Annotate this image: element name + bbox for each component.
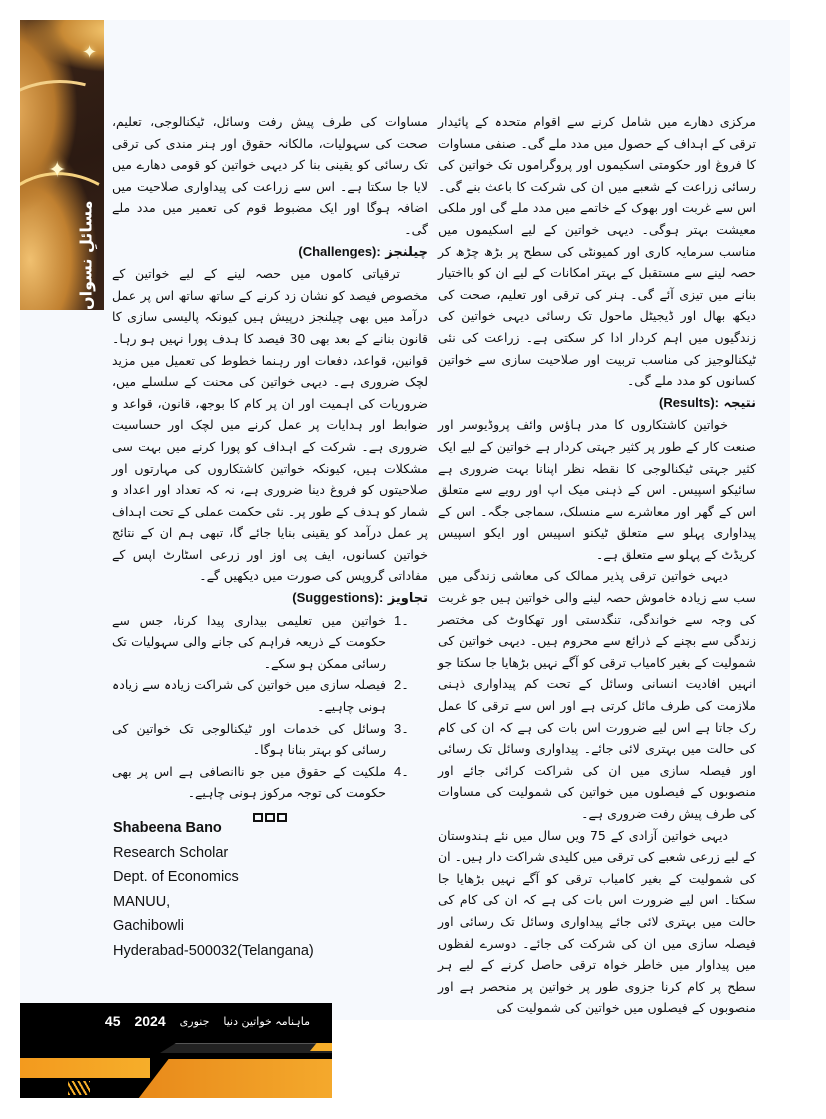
list-number: 2۔ [394, 677, 409, 693]
author-city: Hyderabad-500032(Telangana) [113, 942, 314, 959]
footer-line [160, 1043, 332, 1053]
challenges-heading-english: (Challenges): [298, 243, 381, 259]
results-heading-urdu: نتیجہ [723, 395, 756, 411]
paragraph: ترقیاتی کاموں میں حصہ لینے کے لیے خواتین کے مخصوص فیصد کو نشان زد کرنے کے ساتھ ساتھ اس پر عمل درآمد میں بھی چیلنجز درپیش ہیں کیونکہ پالیسی سازی کا قانون بنانے کے بعد بھی 30 فیصد کا ہدف پورا نہیں ہو رہا۔ قوانین، قواعد، دفعات اور رہنما خطوط کی تعمیل میں مزید لچک ضروری ہے۔ دیہی خواتین کی محنت کے سلسلے میں، ضروریات کی اہمیت اور ان پر کام کا بوجھ، قانون، قواعد و ضوابط اور ہدایات پر عمل کرنے میں لچک اور حساسیت ضروری ہے۔ شرکت کے اہداف کو پورا کرنے میں بہت سی مشکلات ہیں، کیونکہ خواتین کاشتکاروں کی مہارتوں اور صلاحیتوں کو فروغ دینا ضروری ہے، نہ کہ تعداد اور اعداد و شمار کو ہدف کے طور پر۔ نئی حکمت عملی کے تحت اہداف پر عمل درآمد کو یقینی بنایا جائے گا، تبھی ہم ان کے نتائج خواتین کسانوں، ایف پی اوز اور زرعی اسٹارٹ اپس کے مفاداتی گروپس کی صورت میں دیکھیں گے۔ [112, 266, 428, 584]
list-text: ملکیت کے حقوق میں جو ناانصافی ہے اس پر بھی حکومت کی توجہ مرکوز ہونی چاہیے۔ [112, 763, 386, 801]
list-item [112, 718, 428, 761]
sparkle-icon: ✦ [82, 42, 98, 63]
suggestions-heading-urdu: تجاویز [387, 591, 428, 607]
footer-hatch [68, 1081, 90, 1095]
suggestions-heading-english: (Suggestions): [292, 590, 384, 606]
list-text: خواتین میں تعلیمی بیداری پیدا کرنا، جس سے حکومت کے ذریعہ فراہم کی جانے والی سہولیات تک رسائی ممکن ہو سکے۔ [112, 612, 386, 671]
list-item [112, 761, 428, 804]
list-text: فیصلہ سازی میں خواتین کی شراکت زیادہ سے زیادہ ہونی چاہیے۔ [111, 677, 386, 715]
issue-year: 2024 [134, 1013, 166, 1029]
list-item [112, 674, 428, 717]
paragraph: دیہی خواتین ترقی پذیر ممالک کی معاشی زندگی میں سب سے زیادہ خاموش حصہ لینے والی خواتین ہیں جو غربت کی وجہ سے خواندگی، تنگدستی اور تھکاوٹ کی مختصر زندگی سے بچنے کے ذرائع سے محروم ہیں۔ دیہی خواتین کی شمولیت کے بغیر کامیاب ترقی کو آگے نہیں بڑھایا جا سکتا جو انہیں افادیت انسانی وسائل کے تحت کم پیداواری ذہنی ملازمت کی طرف مائل کرتی ہے اور اس سے ترقی کا عمل رک جاتا ہے اس لیے ضرورت اس بات کی ہے کہ ان کی کام کی حالت میں بہتری لائی جائے۔ پیداواری وسائل تک رسائی اور فیصلہ سازی میں ان کی شراکت کرائی جائے اور منصوبوں کے فیصلوں میں خواتین کی شمولیت کی مساوات کی طرف پیش رفت ضروری ہے۔ [438, 568, 756, 821]
suggestions-heading [112, 587, 428, 610]
author-name: Shabeena Bano [113, 820, 222, 836]
author-institution: MANUU, [113, 893, 171, 910]
page-number: 45 [104, 1013, 121, 1029]
sparkle-icon: ✦ [48, 158, 67, 183]
challenges-heading-urdu: چیلنجز [385, 244, 428, 260]
list-number: 3۔ [394, 720, 409, 736]
paragraph: خواتین کاشتکاروں کا مدر ہاؤس وائف پروڈیوسر اور صنعت کار کے طور پر کثیر جہتی کردار ہے خواتین کے لیے ایک کثیر جہتی ٹیکنالوجی کا نقطہ نظر اپنانا بہت ضروری ہے سائیکو اسپیس۔ اس کے ذہنی میک اپ اور رویے سے متعلق اس کے گھر اور معاشرے سے منسلک، سماجی جگہ۔ اس کے پیداواری پہلو سے متعلق ٹیکنو اسپیس اور ایکو اسپیس کریڈٹ کے پہلو سے متعلق ہے۔ [438, 417, 756, 562]
suggestions-list [112, 610, 428, 804]
section-title: مسائلِ نسواں [76, 200, 96, 310]
results-heading-english: (Results): [659, 394, 719, 410]
list-number: 4۔ [394, 763, 409, 779]
article-column-right [438, 111, 756, 1019]
author-area: Gachibowli [113, 918, 184, 934]
footer-text [105, 1013, 310, 1029]
results-heading [438, 392, 756, 415]
author-title: Research Scholar [113, 844, 229, 861]
paragraph: مساوات کی طرف پیش رفت وسائل، ٹیکنالوجی، تعلیم، صحت کی سہولیات، مالکانہ حقوق اور ہنر مندی کی ترقی تک رسائی کو یقینی بنا کر دیہی خواتین کو قومی دھارے میں لایا جا سکتا ہے۔ اس سے زراعت کی پیداواری صلاحیت میں اضافہ ہوگا اور ایک مضبوط قوم کی تعمیر میں مدد ملے گی۔ [112, 114, 428, 237]
footer-band [135, 1048, 332, 1098]
list-item [112, 610, 428, 675]
section-banner [20, 20, 104, 310]
author-block [113, 816, 413, 963]
list-number: 1۔ [394, 612, 409, 628]
paragraph: دیہی خواتین آزادی کے 75 ویں سال میں نئے ہندوستان کے لیے زرعی شعبے کی ترقی میں کلیدی شراکت دار ہیں۔ ان کی شمولیت کے بغیر کامیاب ترقی کو آگے نہیں بڑھایا جا سکتا۔ اس لیے ضرورت اس بات کی ہے کہ ان کی کام کی حالت میں بہتری لائی جائے پیداواری وسائل تک رسائی اور فیصلہ سازی میں ان کی شرکت کی جائے۔ دوسرے لفظوں میں پیداوار میں خاطر خواہ ترقی حاصل کرنے کے لیے ہر سطح پر کام کرنا جزوی طور پر خواتین پر منحصر ہے اور منصوبوں کے فیصلوں میں خواتین کی شمولیت کی [438, 827, 756, 1016]
issue-month: جنوری [179, 1014, 210, 1028]
paragraph: مرکزی دھارے میں شامل کرنے سے اقوام متحدہ کے پائیدار ترقی کے اہداف کے حصول میں مدد ملے گی۔ صنفی مساوات کا فروغ اور حکومتی اسکیموں اور پروگراموں تک خواتین کی رسائی زراعت کے شعبے میں ان کی شرکت کا باعث بنے گی۔ اس سے غربت اور بھوک کے خاتمے میں مدد ملے گی اور ملکی معیشت بہتر ہوگی۔ دیہی خواتین کے لیے اسکیموں میں مناسب سرمایہ کاری اور کمیونٹی کی سطح پر بڑھ چڑھ کر حصہ لینے سے مستقبل کے بہتر امکانات کے لیے ان کو بااختیار بنانے میں تیزی آئے گی۔ ہنر کی ترقی اور تعلیم، صحت کی دیکھ بھال اور ڈیجیٹل ماحول تک رسائی دیہی خواتین کی زندگیوں میں اہم کردار ادا کر سکتی ہے۔ زراعت کی نئی ٹیکنالوجیز کی مناسب تربیت اور صلاحیت سازی سے خواتین کسانوں کو مدد ملے گی۔ [438, 114, 756, 389]
author-department: Dept. of Economics [113, 869, 239, 885]
list-text: وسائل کی خدمات اور ٹیکنالوجی تک خواتین کی رسائی کو بہتر بنانا ہوگا۔ [112, 720, 386, 758]
page-footer [20, 1003, 332, 1098]
challenges-heading [112, 241, 428, 264]
magazine-name: ماہنامہ خواتین دنیا [223, 1014, 310, 1028]
article-column-left [112, 111, 428, 836]
footer-stripe [20, 1058, 150, 1078]
